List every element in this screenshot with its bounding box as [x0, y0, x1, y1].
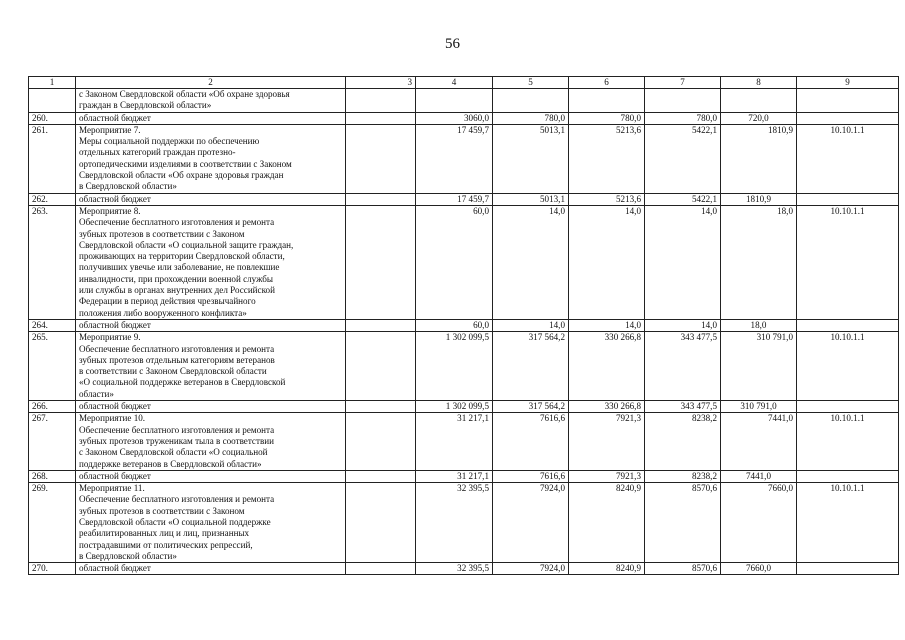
table-row	[29, 563, 899, 575]
column-3-cell	[346, 193, 416, 205]
description-line: в соответствии с Законом Свердловской области	[79, 366, 267, 377]
page-number: 56	[445, 36, 460, 52]
year-4-cell: 7660,0	[721, 483, 797, 563]
year-3-cell: 14,0	[645, 319, 721, 331]
column-3-cell	[346, 483, 416, 563]
description-line: областной бюджет	[79, 193, 151, 204]
description-line: областной бюджет	[79, 470, 151, 481]
total-cell: 32 395,5	[416, 483, 493, 563]
table-row	[29, 193, 899, 205]
column-3-cell	[346, 124, 416, 193]
total-cell: 1 302 099,5	[416, 332, 493, 401]
year-2-cell: 7921,3	[569, 470, 645, 482]
target-code-cell: 10.10.1.1	[797, 124, 899, 193]
row-number-cell: 266.	[29, 401, 76, 413]
description-line: Федерации в период действия чрезвычайного	[79, 296, 256, 307]
target-code-cell	[797, 563, 899, 575]
year-3-cell	[645, 89, 721, 113]
total-cell: 60,0	[416, 205, 493, 319]
column-3-cell	[346, 470, 416, 482]
year-3-cell: 343 477,5	[645, 332, 721, 401]
year-3-cell: 8570,6	[645, 483, 721, 563]
description-cell	[76, 483, 346, 563]
description-line: инвалидности, при прохождении военной службы	[79, 273, 273, 284]
table-row	[29, 401, 899, 413]
year-1-cell: 7616,6	[493, 470, 569, 482]
header-cell: 6	[569, 77, 645, 89]
table-row	[29, 124, 899, 193]
description-line: положения либо вооруженного конфликта»	[79, 307, 247, 318]
description-line: областной бюджет	[79, 401, 151, 412]
year-3-cell: 8570,6	[645, 563, 721, 575]
target-code-cell	[797, 401, 899, 413]
description-line: в Свердловской области»	[79, 181, 177, 192]
year-4-cell: 18,0	[721, 205, 797, 319]
total-cell: 17 459,7	[416, 193, 493, 205]
description-line: Обеспечение бесплатного изготовления и ремонта	[79, 424, 275, 435]
description-cell	[76, 563, 346, 575]
year-2-cell: 780,0	[569, 112, 645, 124]
column-3-cell	[346, 401, 416, 413]
table-row	[29, 483, 899, 563]
total-cell: 32 395,5	[416, 563, 493, 575]
year-2-cell: 330 266,8	[569, 332, 645, 401]
year-3-cell: 8238,2	[645, 413, 721, 470]
description-line: зубных протезов в соответствии с Законом	[79, 228, 245, 239]
description-line: с Законом Свердловской области «О социальной	[79, 447, 268, 458]
description-cell	[76, 470, 346, 482]
year-1-cell: 317 564,2	[493, 401, 569, 413]
row-number-cell: 265.	[29, 332, 76, 401]
description-line: Мероприятие 11.	[79, 483, 145, 494]
description-line: области»	[79, 388, 114, 399]
year-3-cell: 780,0	[645, 112, 721, 124]
total-cell: 1 302 099,5	[416, 401, 493, 413]
row-number-cell: 260.	[29, 112, 76, 124]
year-3-cell: 343 477,5	[645, 401, 721, 413]
year-4-cell: 720,0	[721, 112, 797, 124]
header-cell: 5	[493, 77, 569, 89]
total-cell: 31 217,1	[416, 470, 493, 482]
description-line: Обеспечение бесплатного изготовления и ремонта	[79, 217, 275, 228]
description-line: областной бюджет	[79, 563, 151, 574]
description-cell	[76, 89, 346, 113]
year-3-cell: 5422,1	[645, 124, 721, 193]
row-number-cell: 267.	[29, 413, 76, 470]
description-line: пострадавшими от политических репрессий,	[79, 539, 253, 550]
header-cell: 3	[346, 77, 416, 89]
year-4-cell: 310 791,0	[721, 401, 797, 413]
header-cell: 1	[29, 77, 76, 89]
description-line: областной бюджет	[79, 319, 151, 330]
target-code-cell	[797, 112, 899, 124]
table-row	[29, 413, 899, 470]
year-4-cell: 310 791,0	[721, 332, 797, 401]
description-line: Меры социальной поддержки по обеспечению	[79, 136, 260, 147]
year-2-cell: 14,0	[569, 205, 645, 319]
target-code-cell: 10.10.1.1	[797, 483, 899, 563]
total-cell: 60,0	[416, 319, 493, 331]
target-code-cell: 10.10.1.1	[797, 413, 899, 470]
description-line: Свердловской области «О социальной защите граждан,	[79, 239, 294, 250]
year-1-cell: 7924,0	[493, 483, 569, 563]
description-line: получивших увечье или заболевание, не повлекшие	[79, 262, 280, 273]
target-code-cell	[797, 470, 899, 482]
description-cell	[76, 124, 346, 193]
column-3-cell	[346, 413, 416, 470]
year-2-cell: 330 266,8	[569, 401, 645, 413]
year-2-cell: 8240,9	[569, 563, 645, 575]
target-code-cell	[797, 89, 899, 113]
year-4-cell: 7441,0	[721, 413, 797, 470]
total-cell: 3060,0	[416, 112, 493, 124]
year-3-cell: 5422,1	[645, 193, 721, 205]
description-line: поддержке ветеранов в Свердловской области»	[79, 458, 262, 469]
year-2-cell: 8240,9	[569, 483, 645, 563]
description-cell	[76, 401, 346, 413]
header-cell: 4	[416, 77, 493, 89]
year-1-cell: 317 564,2	[493, 332, 569, 401]
description-line: Мероприятие 9.	[79, 332, 141, 343]
year-1-cell: 7924,0	[493, 563, 569, 575]
year-1-cell: 5013,1	[493, 124, 569, 193]
year-4-cell: 18,0	[721, 319, 797, 331]
description-line: в Свердловской области»	[79, 550, 177, 561]
description-line: зубных протезов отдельным категориям ветеранов	[79, 354, 275, 365]
description-line: Мероприятие 10.	[79, 413, 146, 424]
column-3-cell	[346, 112, 416, 124]
description-line: Мероприятие 8.	[79, 205, 141, 216]
description-line: отдельных категорий граждан протезно-	[79, 147, 236, 158]
row-number-cell: 268.	[29, 470, 76, 482]
row-number-cell: 270.	[29, 563, 76, 575]
description-line: зубных протезов в соответствии с Законом	[79, 505, 245, 516]
description-line: проживающих на территории Свердловской области,	[79, 251, 285, 262]
target-code-cell: 10.10.1.1	[797, 332, 899, 401]
year-1-cell: 14,0	[493, 205, 569, 319]
table-header-row	[29, 77, 899, 89]
description-cell	[76, 319, 346, 331]
year-1-cell: 5013,1	[493, 193, 569, 205]
year-1-cell	[493, 89, 569, 113]
column-3-cell	[346, 319, 416, 331]
row-number-cell: 261.	[29, 124, 76, 193]
target-code-cell: 10.10.1.1	[797, 205, 899, 319]
description-line: реабилитированных лиц и лиц, признанных	[79, 528, 250, 539]
budget-table	[28, 76, 899, 575]
row-number-cell: 269.	[29, 483, 76, 563]
column-3-cell	[346, 205, 416, 319]
row-number-cell	[29, 89, 76, 113]
description-cell	[76, 112, 346, 124]
description-cell	[76, 332, 346, 401]
header-cell: 8	[721, 77, 797, 89]
description-line: Свердловской области «О социальной поддержке	[79, 516, 271, 527]
table-row	[29, 470, 899, 482]
description-line: или службы в органах внутренних дел Российской	[79, 285, 275, 296]
total-cell	[416, 89, 493, 113]
description-line: областной бюджет	[79, 112, 151, 123]
year-4-cell: 7441,0	[721, 470, 797, 482]
description-line: Мероприятие 7.	[79, 124, 141, 135]
year-2-cell: 5213,6	[569, 193, 645, 205]
description-line: зубных протезов труженикам тыла в соответствии	[79, 435, 274, 446]
year-4-cell	[721, 89, 797, 113]
row-number-cell: 263.	[29, 205, 76, 319]
year-2-cell: 7921,3	[569, 413, 645, 470]
row-number-cell: 262.	[29, 193, 76, 205]
target-code-cell	[797, 319, 899, 331]
description-cell	[76, 193, 346, 205]
header-cell: 7	[645, 77, 721, 89]
table-row	[29, 89, 899, 113]
description-line: граждан в Свердловской области»	[79, 100, 212, 111]
header-cell: 9	[797, 77, 899, 89]
year-3-cell: 8238,2	[645, 470, 721, 482]
description-line: Обеспечение бесплатного изготовления и ремонта	[79, 343, 275, 354]
year-2-cell: 5213,6	[569, 124, 645, 193]
year-1-cell: 7616,6	[493, 413, 569, 470]
year-1-cell: 14,0	[493, 319, 569, 331]
year-4-cell: 1810,9	[721, 124, 797, 193]
total-cell: 17 459,7	[416, 124, 493, 193]
description-cell	[76, 413, 346, 470]
year-4-cell: 1810,9	[721, 193, 797, 205]
table-row	[29, 205, 899, 319]
description-cell	[76, 205, 346, 319]
row-number-cell: 264.	[29, 319, 76, 331]
year-2-cell: 14,0	[569, 319, 645, 331]
target-code-cell	[797, 193, 899, 205]
table-row	[29, 332, 899, 401]
description-line: Обеспечение бесплатного изготовления и ремонта	[79, 494, 275, 505]
description-line: ортопедическими изделиями в соответствии с Законом	[79, 158, 292, 169]
year-2-cell	[569, 89, 645, 113]
description-line: Свердловской области «Об охране здоровья граждан	[79, 170, 284, 181]
column-3-cell	[346, 332, 416, 401]
year-3-cell: 14,0	[645, 205, 721, 319]
column-3-cell	[346, 563, 416, 575]
table-row	[29, 319, 899, 331]
year-4-cell: 7660,0	[721, 563, 797, 575]
description-line: с Законом Свердловской области «Об охране здоровья	[79, 89, 290, 99]
year-1-cell: 780,0	[493, 112, 569, 124]
table-row	[29, 112, 899, 124]
total-cell: 31 217,1	[416, 413, 493, 470]
column-3-cell	[346, 89, 416, 113]
header-cell: 2	[76, 77, 346, 89]
description-line: «О социальной поддержке ветеранов в Свердловской	[79, 377, 286, 388]
